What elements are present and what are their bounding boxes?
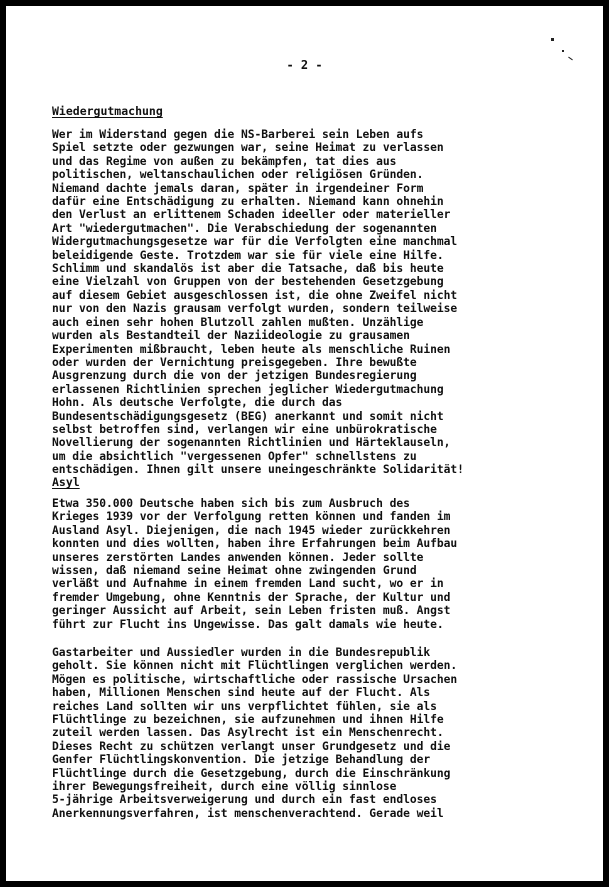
text-line: den Verlust an erlittenem Schaden ideeller oder materieller: [52, 208, 451, 222]
text-line: führt zur Flucht ins Ungewisse. Das galt damals wie heute.: [52, 617, 444, 631]
paragraph-wiedergutmachung: [52, 128, 595, 477]
text-line: Ausgrenzung durch die von der jetzigen Bundesregierung: [52, 369, 417, 383]
text-line: eine Vielzahl von Gruppen von der bestehenden Gesetzgebung: [52, 275, 444, 289]
text-line: Widergutmachungsgesetze war für die Verfolgten eine manchmal: [52, 235, 458, 249]
text-line: um die absichtlich "vergessenen Opfer" schnellstens zu: [52, 449, 417, 463]
text-line: Schlimm und skandalös ist aber die Tatsache, daß bis heute: [52, 262, 444, 276]
text-line: Spiel setzte oder gezwungen war, seine Heimat zu verlassen: [52, 141, 444, 155]
text-line: und das Regime von außen zu bekämpfen, tat dies aus: [52, 154, 397, 168]
text-line: unseres zerstörten Landes anwenden können. Jeder sollte: [52, 550, 424, 564]
text-line: Wer im Widerstand gegen die NS-Barberei sein Leben aufs: [52, 128, 424, 141]
text-line: entschädigen. Ihnen gilt unsere uneingeschränkte Solidarität!: [52, 463, 464, 477]
text-line: geringer Aussicht auf Arbeit, sein Leben fristen muß. Angst: [52, 604, 451, 618]
text-line: zuteil werden lassen. Das Asylrecht ist ein Menschenrecht.: [52, 726, 444, 740]
text-line: Art "wiedergutmachen". Die Verabschiedung der sogenannten: [52, 221, 437, 235]
text-line: Novellierung der sogenannten Richtlinien und Härteklauseln,: [52, 436, 451, 450]
text-line: Niemand dachte jemals daran, später in irgendeiner Form: [52, 181, 424, 195]
paragraph-asyl-2: [52, 646, 595, 820]
text-line: Flüchtlinge zu bezeichnen, sie aufzunehmen und ihnen Hilfe: [52, 713, 444, 727]
text-line: reiches Land sollten wir uns verpflichtet fühlen, sie als: [52, 699, 437, 713]
text-line: auch einen sehr hohen Blutzoll zahlen mußten. Unzählige: [52, 315, 424, 329]
text-line: politischen, weltanschaulichen oder religiösen Gründen.: [52, 168, 424, 182]
text-line: Bundesentschädigungsgesetz (BEG) anerkannt und somit nicht: [52, 409, 444, 423]
text-line: Gastarbeiter und Aussiedler wurden in die Bundesrepublik: [52, 646, 431, 659]
text-line: erlassenen Richtlinien sprechen jeglicher Wiedergutmachung: [52, 382, 444, 396]
text-line: oder wurden der Vernichtung preisgegeben. Ihre bewußte: [52, 355, 417, 369]
text-line: beleidigende Geste. Trotzdem war sie für viele eine Hilfe.: [52, 248, 444, 262]
document-page: [6, 6, 603, 881]
text-line: nur von den Nazis grausam verfolgt wurden, sondern teilweise: [52, 302, 458, 316]
text-line: konnten und dies wollten, haben ihre Erfahrungen beim Aufbau: [52, 537, 458, 551]
text-line: auf diesem Gebiet ausgeschlossen ist, die ohne Zweifel nicht: [52, 288, 458, 302]
text-line: verläßt und Aufnahme in einem fremden Land sucht, wo er in: [52, 577, 444, 591]
text-line: fremder Umgebung, ohne Kenntnis der Sprache, der Kultur und: [52, 590, 451, 604]
text-line: Krieges 1939 vor der Verfolgung retten können und fanden im: [52, 510, 451, 524]
text-line: 5-jährige Arbeitsverweigerung und durch ein fast endloses: [52, 793, 437, 807]
text-line: haben, Millionen Menschen sind heute auf der Flucht. Als: [52, 686, 431, 700]
scan-speck: [562, 50, 564, 52]
text-line: Mögen es politische, wirtschaftliche oder rassische Ursachen: [52, 672, 458, 686]
text-line: geholt. Sie können nicht mit Flüchtlingen verglichen werden.: [52, 659, 458, 673]
text-line: Ausland Asyl. Diejenigen, die nach 1945 wieder zurückkehren: [52, 523, 451, 537]
text-line: wissen, daß niemand seine Heimat ohne zwingenden Grund: [52, 564, 417, 578]
section-heading-wiedergutmachung: Wiedergutmachung: [52, 104, 163, 118]
scan-speck: [551, 38, 554, 41]
text-line: wurden als Bestandteil der Naziideologie zu grausamen: [52, 329, 410, 343]
text-line: Dieses Recht zu schützen verlangt unser Grundgesetz und die: [52, 739, 451, 753]
text-line: Flüchtlinge durch die Gesetzgebung, durch die Einschränkung: [52, 766, 451, 780]
text-line: ihrer Bewegungsfreiheit, durch eine völlig sinnlose: [52, 780, 397, 794]
text-line: Hohn. Als deutsche Verfolgte, die durch das: [52, 396, 343, 410]
section-heading-asyl: Asyl: [52, 475, 80, 489]
text-line: selbst betroffen sind, verlangen wir eine unbürokratische: [52, 422, 437, 436]
text-line: Experimenten mißbraucht, leben heute als menschliche Ruinen: [52, 342, 451, 356]
page-number: - 2 -: [286, 58, 323, 72]
text-line: Genfer Flüchtlingskonvention. Die jetzige Behandlung der: [52, 753, 431, 767]
text-line: dafür eine Entschädigung zu erhalten. Niemand kann ohnehin: [52, 195, 444, 209]
text-line: Etwa 350.000 Deutsche haben sich bis zum Ausbruch des: [52, 497, 410, 510]
paragraph-asyl-1: [52, 497, 595, 631]
text-line: Anerkennungsverfahren, ist menschenverachtend. Gerade weil: [52, 806, 444, 820]
